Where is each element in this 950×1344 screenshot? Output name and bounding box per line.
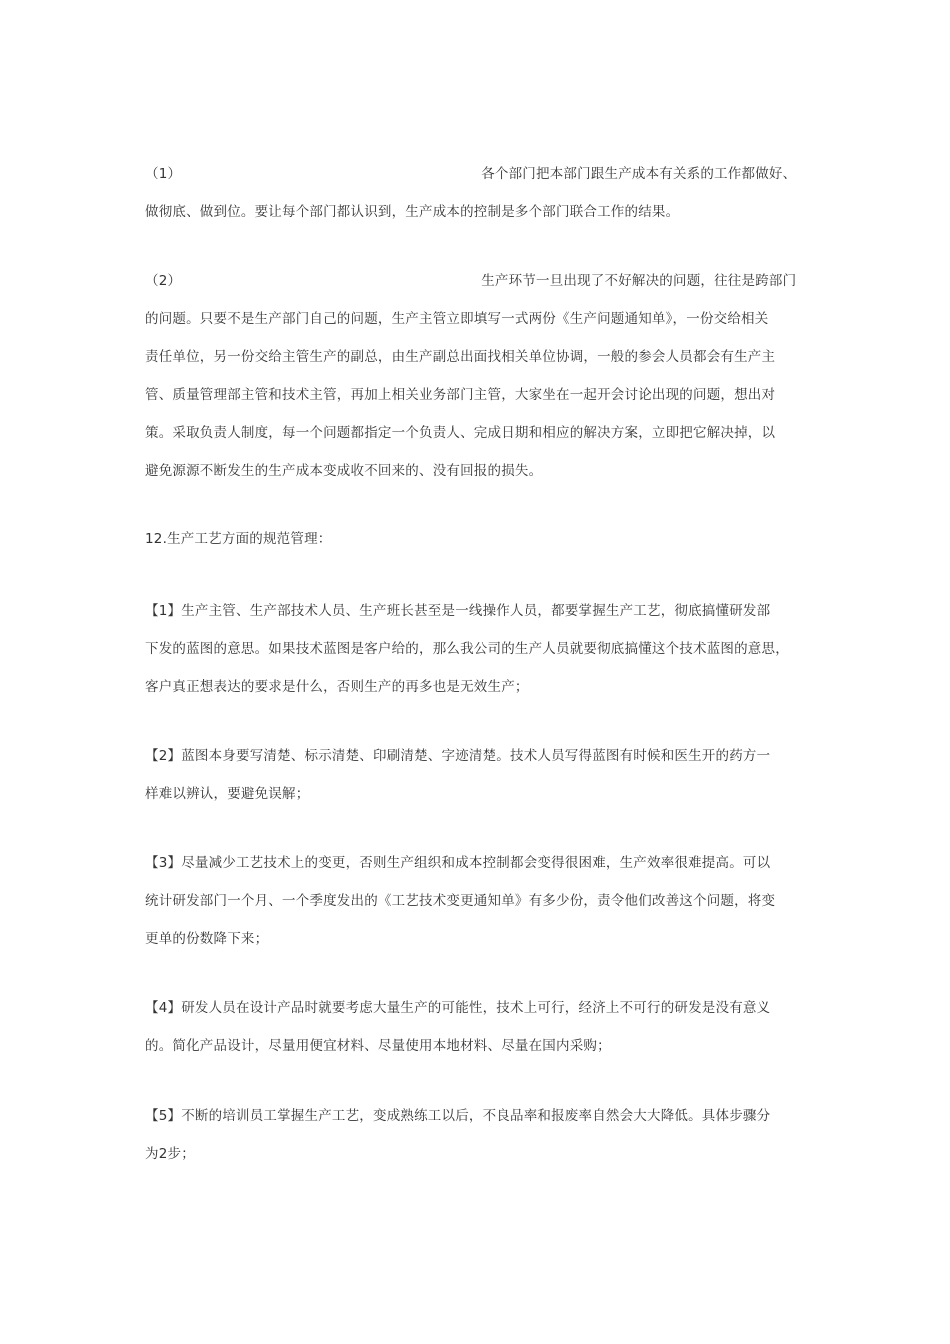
item-1-line: 下发的蓝图的意思。如果技术蓝图是客户给的，那么我公司的生产人员就要彻底搞懂这个技术蓝图的意思， [145, 641, 789, 657]
paragraph-2-line: 的问题。只要不是生产部门自己的问题，生产主管立即填写一式两份《生产问题通知单》，一份交给相关 [145, 311, 769, 327]
paragraph-1-line-1 [145, 164, 796, 184]
paragraph-1-line-2: 做彻底、做到位。要让每个部门都认识到，生产成本的控制是多个部门联合工作的结果。 [145, 204, 680, 220]
item-3-line: 统计研发部门一个月、一个季度发出的《工艺技术变更通知单》有多少份，责令他们改善这个问题，将变 [145, 893, 776, 909]
item-3-line: 更单的份数降下来； [145, 931, 269, 947]
paragraph-2-label: （2） [145, 273, 182, 289]
paragraph-2-text: 生产环节一旦出现了不好解决的问题，往往是跨部门 [481, 273, 797, 289]
paragraph-1-text: 各个部门把本部门跟生产成本有关系的工作都做好、 [481, 166, 797, 182]
section-heading: 12.生产工艺方面的规范管理： [145, 531, 332, 547]
item-2-line: 样难以辨认，要避免误解； [145, 786, 310, 802]
item-1-line: 【1】生产主管、生产部技术人员、生产班长甚至是一线操作人员，都要掌握生产工艺，彻底搞懂研发部 [145, 603, 771, 619]
item-5-line: 【5】不断的培训员工掌握生产工艺，变成熟练工以后，不良品率和报废率自然会大大降低。具体步骤分 [145, 1108, 771, 1124]
paragraph-2-line: 管、质量管理部主管和技术主管，再加上相关业务部门主管，大家坐在一起开会讨论出现的问题，想出对 [145, 387, 776, 403]
item-1-line: 客户真正想表达的要求是什么，否则生产的再多也是无效生产； [145, 679, 529, 695]
item-3-line: 【3】尽量减少工艺技术上的变更，否则生产组织和成本控制都会变得很困难，生产效率很难提高。可以 [145, 855, 771, 871]
paragraph-2-line: 避免源源不断发生的生产成本变成收不回来的、没有回报的损失。 [145, 463, 543, 479]
paragraph-1-label: （1） [145, 166, 182, 182]
paragraph-2-line-1 [145, 271, 796, 291]
paragraph-2-line: 责任单位，另一份交给主管生产的副总，由生产副总出面找相关单位协调，一般的参会人员都会有生产主 [145, 349, 776, 365]
item-5-line: 为2步； [145, 1146, 195, 1162]
paragraph-2-line: 策。采取负责人制度，每一个问题都指定一个负责人、完成日期和相应的解决方案，立即把它解决掉，以 [145, 425, 776, 441]
item-4-line: 【4】研发人员在设计产品时就要考虑大量生产的可能性，技术上可行，经济上不可行的研发是没有意义 [145, 1000, 771, 1016]
item-4-line: 的。简化产品设计，尽量用便宜材料、尽量使用本地材料、尽量在国内采购； [145, 1038, 611, 1054]
item-2-line: 【2】蓝图本身要写清楚、标示清楚、印刷清楚、字迹清楚。技术人员写得蓝图有时候和医生开的药方一 [145, 748, 771, 764]
